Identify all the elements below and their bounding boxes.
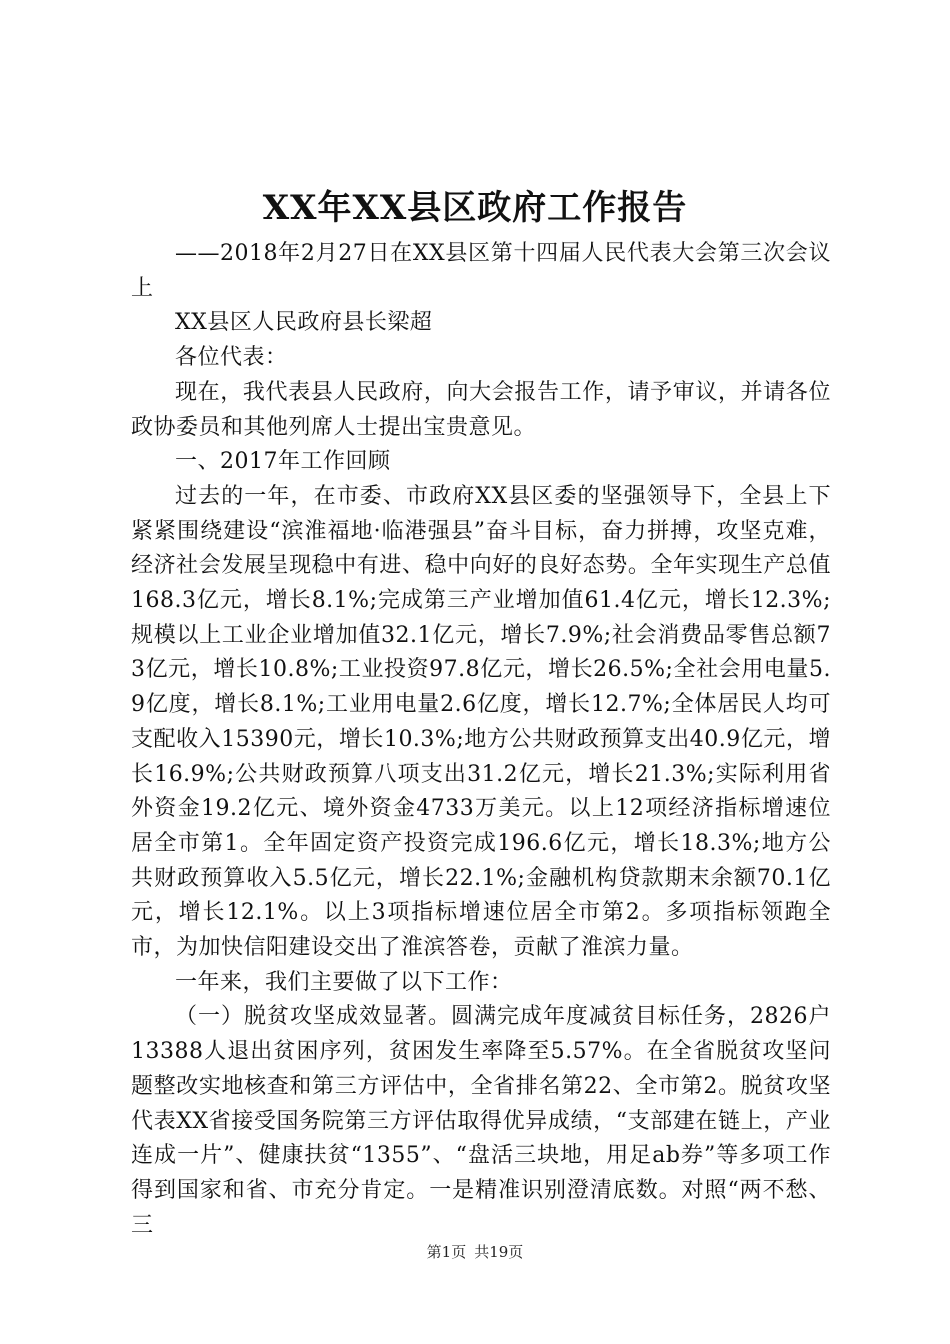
page-footer (0, 1241, 950, 1263)
intro-paragraph: 现在，我代表县人民政府，向大会报告工作，请予审议，并请各位政协委员和其他列席人士提出宝贵意见。 (131, 379, 831, 440)
page-number: 第1页 (426, 1243, 467, 1261)
author-line: XX县区人民政府县长梁超 (175, 310, 433, 336)
review-paragraph: 过去的一年，在市委、市政府XX县区委的坚强领导下，全县上下紧紧围绕建设“滨淮福地·临港强县”奋斗目标，奋力拼搏，攻坚克难，经济社会发展呈现稳中有进、稳中向好的良好态势。全年实现生产总值168.3亿元，增长8.1%;完成第三产业增加值61.4亿元，增长12.3%;规模以上工业企业增加值32.1亿元，增长7.9%;社会消费品零售总额73亿元，增长10.8%;工业投资97.8亿元，增长26.5%;全社会用电量5.9亿度，增长8.1%;工业用电量2.6亿度，增长12.7%;全体居民人均可支配收入15390元，增长10.3%;地方公共财政预算支出40.9亿元，增长16.9%;公共财政预算八项支出31.2亿元，增长21.3%;实际利用省外资金19.2亿元、境外资金4733万美元。以上12项经济指标增速位居全市第1。全年固定资产投资完成196.6亿元，增长18.3%;地方公共财政预算收入5.5亿元，增长22.1%;金融机构贷款期末余额70.1亿元，增长12.1%。以上3项指标增速位居全市第2。多项指标领跑全市，为加快信阳建设交出了淮滨答卷，贡献了淮滨力量。 (131, 483, 831, 961)
document-title: XX年XX县区政府工作报告 (262, 188, 688, 228)
subtitle-paragraph: ——2018年2月27日在XX县区第十四届人民代表大会第三次会议上 (131, 241, 831, 301)
document-body (131, 237, 831, 1243)
section-heading: 一、2017年工作回顾 (175, 449, 391, 475)
work-intro-paragraph: 一年来，我们主要做了以下工作： (175, 969, 513, 995)
salutation: 各位代表： (175, 345, 288, 371)
poverty-paragraph: （一）脱贫攻坚成效显著。圆满完成年度减贫目标任务，2826户13388人退出贫困序列，贫困发生率降至5.57%。在全省脱贫攻坚问题整改实地核查和第三方评估中，全省排名第22、全市第2。脱贫攻坚代表XX省接受国务院第三方评估取得优异成绩，“支部建在链上，产业连成一片”、健康扶贫“1355”、“盘活三块地，用足ab券”等多项工作得到国家和省、市充分肯定。一是精准识别澄清底数。对照“两不愁、三 (131, 1004, 831, 1238)
page-total: 共19页 (474, 1243, 524, 1261)
